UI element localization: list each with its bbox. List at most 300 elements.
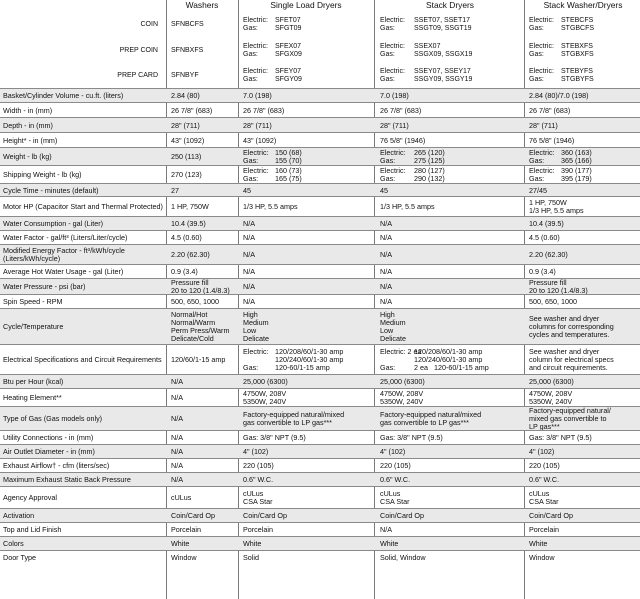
fuel-type-line	[529, 157, 592, 165]
value-washers: N/A	[171, 461, 183, 470]
spec-label: Type of Gas (Gas models only)	[3, 414, 103, 423]
spec-row	[0, 308, 640, 345]
value-stack: Solid, Window	[380, 553, 426, 562]
value-stack-washer: 2.84 (80)/7.0 (198)	[529, 91, 589, 100]
spec-row	[0, 230, 640, 245]
spec-label: Weight - lb (kg)	[3, 152, 52, 161]
value-stack: White	[380, 539, 399, 548]
value-stack-washer	[529, 38, 639, 63]
value-stack: N/A	[380, 250, 392, 259]
fuel-type-label: Gas:	[529, 24, 544, 32]
fuel-type-label: Gas:	[380, 156, 396, 165]
fuel-type-value: SSEY07, SSEY17	[414, 68, 471, 75]
spec-label: Activation	[3, 511, 35, 520]
fuel-type-values	[243, 167, 302, 183]
value-single-load: 43" (1092)	[243, 135, 277, 145]
value-stack-washer: 2.20 (62.30)	[529, 250, 568, 259]
value-stack: N/A	[380, 282, 392, 291]
spec-label: Shipping Weight - lb (kg)	[3, 170, 82, 179]
fuel-type-value: 275 (125)	[414, 156, 445, 165]
fuel-type-line	[243, 76, 302, 84]
fuel-type-label: Gas:	[529, 174, 545, 183]
fuel-type-value: STGBYFS	[561, 75, 594, 83]
activation-label: COIN	[140, 20, 158, 28]
fuel-type-line	[380, 68, 472, 76]
value-washers: 43" (1092)	[171, 135, 205, 145]
spec-row	[0, 444, 640, 459]
fuel-type-value: SSGY09, SSGY19	[414, 75, 473, 83]
value-stack	[380, 11, 520, 38]
fuel-type-value: 165 (75)	[275, 174, 302, 183]
value-single-load: Gas: 3/8" NPT (9.5)	[243, 433, 306, 442]
fuel-type-value: 390 (177)	[561, 166, 592, 175]
fuel-type-value: SSGX09, SSGX19	[414, 50, 473, 58]
value-stack: cULus CSA Star	[380, 489, 410, 506]
fuel-type-value: STEBCFS	[561, 17, 594, 24]
value-washers: 2.20 (62.30)	[171, 250, 210, 259]
fuel-type-value: 265 (120)	[414, 148, 445, 157]
spec-row	[0, 216, 640, 231]
model-row	[0, 38, 640, 63]
spec-row	[0, 472, 640, 487]
value-washers: 270 (123)	[171, 170, 202, 179]
spec-label: Basket/Cylinder Volume - cu.ft. (liters)	[3, 91, 124, 100]
value-single-load: N/A	[243, 219, 255, 228]
fuel-type-label: Gas:	[243, 156, 259, 165]
fuel-type-values	[243, 43, 302, 58]
header-stack-dryers: Stack Dryers	[426, 0, 474, 10]
spec-label: Water Consumption - gal (Liter)	[3, 219, 103, 228]
spec-label: Cycle Time - minutes (default)	[3, 185, 99, 195]
value-washers: Porcelain	[171, 525, 201, 534]
fuel-type-line	[243, 68, 302, 76]
fuel-type-label: Electric:	[529, 68, 554, 75]
spec-row	[0, 344, 640, 375]
spec-row	[0, 388, 640, 407]
fuel-type-line	[380, 51, 472, 59]
value-stack-washer: cULus CSA Star	[529, 489, 559, 506]
value-stack: High Medium Low Delicate	[380, 310, 406, 343]
fuel-type-line	[529, 68, 594, 76]
value-single-load	[243, 38, 369, 63]
fuel-type-value: 365 (166)	[561, 156, 592, 165]
fuel-type-line	[529, 25, 594, 33]
value-stack-washer: Porcelain	[529, 525, 559, 534]
activation-label: PREP CARD	[117, 71, 158, 79]
fuel-type-label: Electric:	[243, 166, 269, 175]
spec-label: Utility Connections - in (mm)	[3, 433, 94, 442]
value-washers: N/A	[171, 433, 183, 442]
value-stack: N/A	[380, 525, 392, 534]
value-stack-washer	[529, 166, 639, 184]
value-stack-washer: 27/45	[529, 185, 547, 195]
fuel-type-value: SFGX09	[275, 50, 302, 58]
fuel-type-label: Gas:	[529, 75, 544, 83]
fuel-type-label: Gas:	[380, 50, 395, 58]
value-stack-washer	[529, 11, 639, 38]
value-stack: 26 7/8" (683)	[380, 105, 422, 115]
fuel-type-line	[243, 17, 301, 25]
value-stack: 25,000 (6300)	[380, 377, 425, 386]
fuel-type-value: STGBXFS	[561, 50, 594, 58]
fuel-type-line	[380, 43, 472, 51]
value-stack: Gas: 3/8" NPT (9.5)	[380, 433, 443, 442]
spec-row	[0, 183, 640, 197]
fuel-type-values	[243, 348, 343, 372]
value-single-load: Factory-equipped natural/mixed gas convertible to LP gas***	[243, 410, 345, 427]
value-single-load: 25,000 (6300)	[243, 377, 288, 386]
fuel-type-line	[529, 76, 594, 84]
spec-row	[0, 244, 640, 265]
spec-label: Height* - in (mm)	[3, 135, 58, 145]
spec-label: Top and Lid Finish	[3, 525, 62, 534]
spec-row	[0, 264, 640, 279]
value-stack: N/A	[380, 219, 392, 228]
fuel-type-values	[243, 17, 301, 32]
value-stack: Coin/Card Op	[380, 511, 424, 520]
value-stack: 45	[380, 185, 388, 195]
fuel-type-value: SSET07, SSET17	[414, 17, 471, 24]
value-stack-washer: 500, 650, 1000	[529, 297, 577, 306]
fuel-type-label: Gas:	[529, 156, 545, 165]
value-washers: SFNBYF	[171, 71, 199, 79]
value-stack-washer: Coin/Card Op	[529, 511, 573, 520]
fuel-type-line	[380, 17, 472, 25]
value-single-load	[243, 148, 369, 166]
fuel-type-label: Electric:	[529, 166, 555, 175]
value-stack-washer: Gas: 3/8" NPT (9.5)	[529, 433, 592, 442]
spec-row	[0, 536, 640, 551]
fuel-type-label: Gas:	[380, 75, 395, 83]
value-washers: 120/60/1-15 amp	[171, 355, 226, 364]
fuel-type-label: Electric:	[380, 166, 406, 175]
value-single-load: N/A	[243, 282, 255, 291]
spec-row	[0, 486, 640, 509]
fuel-type-values	[380, 68, 472, 83]
value-stack-washer: White	[529, 539, 548, 548]
fuel-type-value: 290 (132)	[414, 174, 445, 183]
value-single-load: High Medium Low Delicate	[243, 310, 269, 343]
value-washers: N/A	[171, 447, 183, 456]
spec-label: Btu per Hour (kcal)	[3, 377, 64, 386]
value-stack: 7.0 (198)	[380, 91, 409, 100]
model-row	[0, 11, 640, 38]
value-washers: 500, 650, 1000	[171, 297, 219, 306]
fuel-type-line	[243, 364, 343, 372]
value-stack: N/A	[380, 297, 392, 306]
fuel-type-values	[380, 348, 489, 372]
fuel-type-line	[380, 76, 472, 84]
activation-label: PREP COIN	[119, 46, 158, 54]
fuel-type-label: Electric:	[529, 17, 554, 24]
value-washers: 28" (711)	[171, 120, 200, 130]
value-washers: Coin/Card Op	[171, 511, 215, 520]
fuel-type-line	[380, 157, 445, 165]
fuel-type-value: SSEX07	[414, 43, 441, 50]
value-single-load: 220 (105)	[243, 461, 274, 470]
fuel-type-value: SFEX07	[275, 43, 302, 50]
value-stack: N/A	[380, 267, 392, 276]
value-stack-washer: See washer and dryer column for electrical specs and circuit requirements.	[529, 347, 614, 372]
fuel-type-label: Electric:	[243, 17, 268, 24]
fuel-type-values	[529, 17, 594, 32]
value-stack: 4750W, 208V 5350W, 240V	[380, 389, 424, 406]
value-single-load: White	[243, 539, 262, 548]
value-washers: Pressure fill 20 to 120 (1.4/8.3)	[171, 279, 230, 295]
fuel-type-values	[380, 17, 472, 32]
spec-label: Depth - in (mm)	[3, 120, 53, 130]
fuel-type-values	[529, 149, 592, 165]
value-washers: N/A	[171, 377, 183, 386]
fuel-type-label: Gas:	[243, 75, 258, 83]
value-washers: Normal/Hot Normal/Warm Perm Press/Warm Delicate/Cold	[171, 310, 230, 343]
value-stack-washer: 4.5 (0.60)	[529, 233, 560, 242]
spec-label: Colors	[3, 539, 24, 548]
spec-label: Motor HP (Capacitor Start and Thermal Protected)	[3, 202, 163, 211]
fuel-type-value: STEBXFS	[561, 43, 593, 50]
fuel-type-label: Electric:	[243, 68, 268, 75]
value-single-load: N/A	[243, 233, 255, 242]
value-stack	[380, 38, 520, 63]
value-single-load: 28" (711)	[243, 120, 272, 130]
fuel-type-values	[380, 149, 445, 165]
value-single-load: 45	[243, 185, 251, 195]
fuel-type-values	[243, 149, 302, 165]
header-row	[0, 0, 640, 11]
value-stack: 28" (711)	[380, 120, 409, 130]
fuel-type-line	[529, 43, 594, 51]
spec-label: Agency Approval	[3, 493, 57, 502]
spec-label: Spin Speed - RPM	[3, 297, 63, 306]
value-single-load: N/A	[243, 297, 255, 306]
spec-label: Water Pressure - psi (bar)	[3, 282, 86, 291]
value-stack-washer: 0.6" W.C.	[529, 475, 560, 484]
value-single-load: Coin/Card Op	[243, 511, 287, 520]
value-washers: 0.9 (3.4)	[171, 267, 198, 276]
fuel-type-values	[243, 68, 302, 83]
fuel-type-label: Electric:	[243, 43, 268, 50]
fuel-type-values	[529, 68, 594, 83]
fuel-type-value: 120-60/1-15 amp	[275, 363, 330, 372]
value-stack-washer: See washer and dryer columns for corresponding cycles and temperatures.	[529, 314, 614, 339]
fuel-type-line	[529, 17, 594, 25]
fuel-type-value: 360 (163)	[561, 148, 592, 157]
fuel-type-line	[380, 25, 472, 33]
header-washers: Washers	[185, 0, 219, 10]
fuel-type-label: Gas:	[380, 24, 395, 32]
spec-row	[0, 508, 640, 523]
value-stack-washer: 4" (102)	[529, 447, 555, 456]
fuel-type-value: 150 (68)	[275, 148, 302, 157]
value-washers: 2.84 (80)	[171, 91, 200, 100]
value-washers: 10.4 (39.5)	[171, 219, 206, 228]
spec-row	[0, 165, 640, 184]
fuel-type-label: Gas:	[243, 174, 259, 183]
value-stack-washer: 220 (105)	[529, 461, 560, 470]
spec-label: Water Factor - gal/ft³ (Liters/Liter/cycle)	[3, 233, 128, 242]
fuel-type-value: 2 ea 120-60/1-15 amp	[414, 363, 489, 372]
spec-row	[0, 117, 640, 133]
value-stack-washer: Factory-equipped natural/ mixed gas convertible to LP gas***	[529, 407, 611, 431]
fuel-type-line	[529, 175, 592, 183]
fuel-type-label: Electric:	[380, 68, 405, 75]
fuel-type-label: Gas:	[380, 174, 396, 183]
fuel-type-label: Electric:	[380, 17, 405, 24]
spec-row	[0, 196, 640, 217]
value-single-load: N/A	[243, 250, 255, 259]
fuel-type-line	[380, 348, 489, 364]
spec-row	[0, 550, 640, 565]
value-stack: 0.6" W.C.	[380, 475, 411, 484]
value-single-load: 1/3 HP, 5.5 amps	[243, 202, 298, 211]
fuel-type-value: SFEY07	[275, 68, 302, 75]
fuel-type-line	[243, 157, 302, 165]
value-stack: Factory-equipped natural/mixed gas convertible to LP gas***	[380, 410, 482, 427]
fuel-type-value: SFET07	[275, 17, 301, 24]
spec-row	[0, 102, 640, 118]
spec-row	[0, 88, 640, 103]
value-single-load: 7.0 (198)	[243, 91, 272, 100]
value-washers: 1 HP, 750W	[171, 202, 209, 211]
value-washers: 26 7/8" (683)	[171, 105, 213, 115]
value-stack: 4" (102)	[380, 447, 406, 456]
fuel-type-value: SSGT09, SSGT19	[414, 24, 472, 32]
value-washers: N/A	[171, 393, 183, 402]
value-stack-washer	[529, 148, 639, 166]
spec-label: Heating Element**	[3, 393, 62, 402]
fuel-type-value: 120/208/60/1-30 amp 120/240/60/1-30 amp	[414, 347, 483, 364]
value-washers: White	[171, 539, 190, 548]
spec-row	[0, 406, 640, 431]
fuel-type-label: Electric:	[529, 148, 555, 157]
spec-label: Door Type	[3, 553, 37, 562]
fuel-type-label: Electric:	[380, 148, 406, 157]
fuel-type-label: Gas:	[380, 363, 396, 372]
value-washers: 27	[171, 185, 179, 195]
spec-label: Exhaust Airflow† - cfm (liters/sec)	[3, 461, 110, 470]
spec-label: Maximum Exhaust Static Back Pressure	[3, 475, 131, 484]
fuel-type-label: Electric:	[529, 43, 554, 50]
value-stack-washer: 1 HP, 750W 1/3 HP, 5.5 amps	[529, 198, 584, 215]
value-single-load: 4" (102)	[243, 447, 269, 456]
value-single-load	[243, 63, 369, 88]
value-single-load	[243, 11, 369, 38]
value-stack	[380, 63, 520, 88]
value-stack: 220 (105)	[380, 461, 411, 470]
header-stack-washer-dryers: Stack Washer/Dryers	[543, 0, 623, 10]
value-single-load: cULus CSA Star	[243, 489, 273, 506]
spec-row	[0, 147, 640, 166]
value-stack-washer: 4750W, 208V 5350W, 240V	[529, 389, 573, 406]
fuel-type-label: Electric:	[243, 347, 269, 356]
fuel-type-line	[380, 364, 489, 372]
fuel-type-label: Gas:	[243, 363, 259, 372]
fuel-type-label: Electric: 2 ea	[380, 347, 422, 356]
spec-label: Width - in (mm)	[3, 105, 53, 115]
value-single-load: Solid	[243, 553, 259, 562]
fuel-type-label: Gas:	[243, 50, 258, 58]
value-washers: SFNBXFS	[171, 46, 204, 54]
spec-row	[0, 278, 640, 295]
value-single-load: Porcelain	[243, 525, 273, 534]
fuel-type-label: Gas:	[243, 24, 258, 32]
spec-label: Air Outlet Diameter - in (mm)	[3, 447, 95, 456]
value-stack-washer	[529, 63, 639, 88]
value-washers: 250 (113)	[171, 152, 202, 161]
value-stack-washer: 25,000 (6300)	[529, 377, 574, 386]
value-single-load: 26 7/8" (683)	[243, 105, 285, 115]
value-washers: 4.5 (0.60)	[171, 233, 202, 242]
fuel-type-label: Electric:	[243, 148, 269, 157]
fuel-type-value: 395 (179)	[561, 174, 592, 183]
value-stack: N/A	[380, 233, 392, 242]
fuel-type-values	[529, 43, 594, 58]
value-washers: cULus	[171, 493, 192, 502]
value-single-load	[243, 166, 369, 184]
value-single-load: N/A	[243, 267, 255, 276]
fuel-type-value: 280 (127)	[414, 166, 445, 175]
value-stack	[380, 345, 520, 375]
value-single-load: 0.6" W.C.	[243, 475, 274, 484]
value-stack	[380, 148, 520, 166]
fuel-type-value: 155 (70)	[275, 156, 302, 165]
model-row	[0, 63, 640, 88]
value-single-load: 4750W, 208V 5350W, 240V	[243, 389, 287, 406]
spec-row	[0, 430, 640, 445]
fuel-type-value: SFGT09	[275, 24, 302, 32]
fuel-type-value: 120/208/60/1-30 amp 120/240/60/1-30 amp	[275, 347, 344, 364]
value-stack-washer: Pressure fill 20 to 120 (1.4/8.3)	[529, 279, 588, 295]
spec-label: Modified Energy Factor - ft³/kWh/cycle (Liters/kWh/cycle)	[3, 246, 125, 263]
fuel-type-line	[243, 25, 301, 33]
fuel-type-label: Gas:	[529, 50, 544, 58]
value-washers: N/A	[171, 414, 183, 423]
fuel-type-label: Electric:	[380, 43, 405, 50]
value-stack-washer: 76 5/8" (1946)	[529, 135, 575, 145]
value-stack: 76 5/8" (1946)	[380, 135, 426, 145]
fuel-type-value: STEBYFS	[561, 68, 593, 75]
fuel-type-line	[529, 51, 594, 59]
fuel-type-value: STGBCFS	[561, 24, 595, 32]
fuel-type-line	[243, 348, 343, 364]
fuel-type-line	[243, 51, 302, 59]
spec-row	[0, 294, 640, 309]
fuel-type-value: 160 (73)	[275, 166, 302, 175]
spec-row	[0, 522, 640, 537]
fuel-type-line	[243, 175, 302, 183]
fuel-type-value: SFGY09	[275, 75, 302, 83]
fuel-type-values	[380, 167, 445, 183]
header-single-load-dryers: Single Load Dryers	[270, 0, 342, 10]
value-washers: Window	[171, 553, 197, 562]
spec-row	[0, 132, 640, 148]
value-single-load	[243, 345, 369, 375]
spec-row	[0, 374, 640, 389]
fuel-type-line	[380, 175, 445, 183]
value-washers: N/A	[171, 475, 183, 484]
value-stack-washer: 26 7/8" (683)	[529, 105, 571, 115]
spec-label: Electrical Specifications and Circuit Requirements	[3, 355, 162, 364]
value-stack: 1/3 HP, 5.5 amps	[380, 202, 435, 211]
fuel-type-line	[243, 43, 302, 51]
value-stack	[380, 166, 520, 184]
fuel-type-values	[380, 43, 472, 58]
fuel-type-values	[529, 167, 592, 183]
value-washers: SFNBCFS	[171, 20, 204, 28]
spec-label: Average Hot Water Usage - gal (Liter)	[3, 267, 124, 276]
value-stack-washer: 0.9 (3.4)	[529, 267, 556, 276]
value-stack-washer: Window	[529, 553, 555, 562]
